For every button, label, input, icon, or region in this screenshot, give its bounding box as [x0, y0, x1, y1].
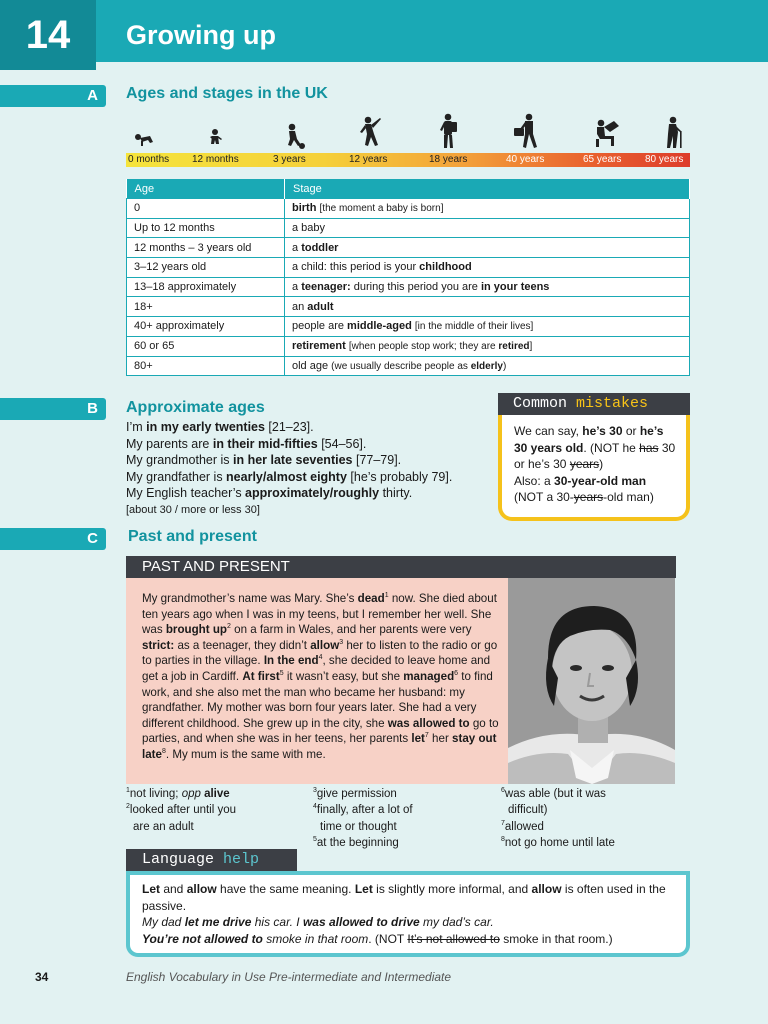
grandmother-story-text: My grandmother’s name was Mary. She’s dead$^1$ now. She died about ten years ago when I was in my teens, but I remember her well. She was brought $up^2$ on a farm in Wales, and her parents were very strict: as a teenager, they didn’t allow$^3$ her to listen to the radio or go to parties in the village. In the end$^4$, she decided to leave home and get a job in Cardiff. At first$^5$ it wasn’t easy, but she managed$^6$ to find work, and she also met the man who became her husband: my grandfather. My mother was born four years later. She had a very different childhood. She grew up in the city, she was allowed to go to parties, and when she was in her teens, her parents let$^7$ her stay out late$^8$. My mum is the same with me. [126, 578, 508, 784]
timeline-label: 18 years [429, 154, 468, 165]
ages-stages-table [126, 179, 690, 376]
language-help-heading: Language help [126, 849, 297, 871]
column-header-age: Age [127, 179, 285, 199]
adult-with-briefcase-icon [510, 112, 544, 152]
section-c-title: Past and present [128, 528, 257, 545]
age-cell: 12 months – 3 years old [127, 238, 285, 258]
example-line: My English teacher’s approximately/roughly thirty. [126, 486, 413, 500]
section-b-title: Approximate ages [126, 399, 265, 416]
footnote: $^5$at the beginning [313, 836, 399, 850]
example-line: My grandfather is nearly/almost eighty [he’s probably 79]. [126, 469, 453, 484]
language-help-box [126, 871, 690, 957]
example-line: My grandmother is in her late seventies [77–79]. [126, 453, 402, 467]
example-note: [about 30 / more or less 30] [126, 503, 260, 516]
table-row [127, 238, 690, 258]
stage-cell: a baby [285, 218, 690, 238]
table-row [127, 356, 690, 376]
timeline-label: 12 years [349, 154, 388, 165]
footnote-continuation: time or thought [320, 820, 397, 833]
footnote: $^1$not living; opp alive [126, 787, 230, 800]
common-mistakes-box [498, 393, 690, 521]
baby-crawling-icon [128, 112, 162, 152]
timeline-label: 12 months [192, 154, 239, 165]
stage-cell: a child: this period is your childhood [285, 258, 690, 278]
example-line: I’m in my early twenties [21–23]. [126, 420, 314, 434]
footnotes-column-1 [126, 786, 306, 835]
timeline-label: 40 years [506, 154, 545, 165]
table-row [127, 336, 690, 356]
timeline-label: 80 years [645, 154, 684, 165]
stage-cell: a teenager: during this period you are in your teens [285, 277, 690, 297]
toddler-walking-icon [198, 112, 232, 152]
table-row [127, 317, 690, 337]
timeline-label: 0 months [128, 154, 170, 165]
example-line: My parents are in their mid-fifties [54–56]. [126, 436, 367, 451]
language-help-example: You’re not allowed to smoke in that room. (NOT It’s not allowed to smoke in that room.) [142, 931, 613, 946]
page-number: 34 [35, 970, 49, 984]
footnote-continuation: difficult) [508, 804, 548, 817]
table-row [127, 297, 690, 317]
age-cell: 60 or 65 [127, 336, 285, 356]
older-adult-reading-icon [588, 112, 622, 152]
age-cell: 40+ approximately [127, 317, 285, 337]
age-cell: 80+ [127, 356, 285, 376]
age-cell: 13–18 approximately [127, 277, 285, 297]
unit-title: Growing up [126, 20, 276, 50]
common-mistakes-heading: Common mistakes [498, 393, 690, 415]
section-a-title: Ages and stages in the UK [126, 85, 328, 102]
stage-cell: old age (we usually describe people as elderly) [285, 356, 690, 376]
table-row [127, 199, 690, 219]
footnotes-column-2 [313, 786, 493, 852]
table-row [127, 277, 690, 297]
grandmother-photo [508, 578, 675, 784]
unit-header-bar [0, 0, 768, 62]
age-cell: 0 [127, 199, 285, 219]
stage-cell: an adult [285, 297, 690, 317]
language-help-line: Let and allow have the same meaning. Let is slightly more informal, and allow is often used in the passive. [142, 882, 666, 913]
stage-cell: birth [the moment a baby is born] [285, 199, 690, 219]
footnotes-column-3 [501, 786, 681, 852]
table-row [127, 258, 690, 278]
footnote: $^4$finally, after a lot of [313, 803, 413, 817]
timeline-label: 3 years [273, 154, 306, 165]
life-stage-figures [126, 112, 690, 152]
vintage-portrait-image [508, 578, 675, 784]
language-help-example: My dad let me drive his car. I was allowed to drive my dad’s car. [142, 915, 494, 929]
past-and-present-heading: PAST AND PRESENT [126, 556, 676, 578]
stage-cell: people are middle-aged [in the middle of their lives] [285, 317, 690, 337]
timeline-label: 65 years [583, 154, 622, 165]
common-mistakes-text: We can say, he’s 30 or he’s 30 years old. (NOT he has 30 or he’s 30 years) Also: a 30-year-old man (NOT a 30-years-old man) [498, 415, 690, 521]
book-title: English Vocabulary in Use Pre-intermediate and Intermediate [126, 970, 452, 984]
footnote: $^8$not go home until late [501, 836, 615, 850]
section-b-tab: B [0, 398, 106, 420]
stage-cell: a toddler [285, 238, 690, 258]
section-a-tab: A [0, 85, 106, 107]
section-c-tab: C [0, 528, 106, 550]
table-row [127, 218, 690, 238]
age-cell: 3–12 years old [127, 258, 285, 278]
footnote: $^3$give permission [313, 787, 397, 800]
elderly-with-cane-icon [656, 112, 690, 152]
teen-running-icon [354, 112, 388, 152]
child-playing-ball-icon [276, 112, 310, 152]
young-adult-backpack-icon [432, 112, 466, 152]
age-timeline-bar [126, 153, 690, 167]
approximate-ages-examples [126, 419, 486, 518]
footnote: $^2$looked after until you [126, 803, 237, 817]
column-header-stage: Stage [285, 179, 690, 199]
footnote: $^6$was able (but it was [501, 787, 606, 800]
footnote: $^7$allowed [501, 819, 544, 833]
age-cell: Up to 12 months [127, 218, 285, 238]
footnote-continuation: are an adult [133, 820, 194, 833]
unit-number: 14 [0, 0, 96, 70]
age-cell: 18+ [127, 297, 285, 317]
stage-cell: retirement [when people stop work; they are retired] [285, 336, 690, 356]
